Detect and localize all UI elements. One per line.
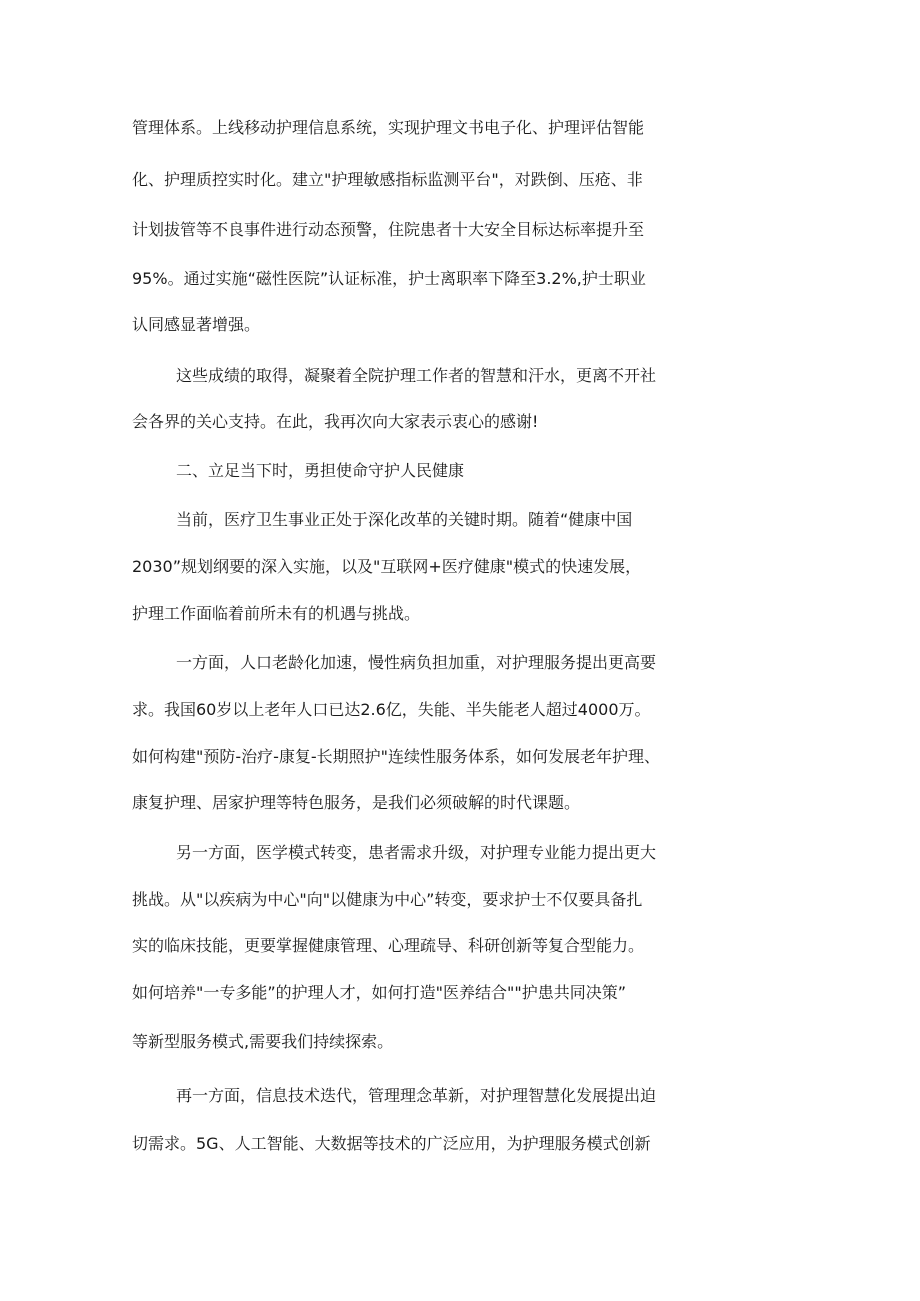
text-line: 等新型服务模式,需要我们持续探索。 xyxy=(132,1032,394,1051)
text-line: 另一方面，医学模式转变，患者需求升级，对护理专业能力提出更大 xyxy=(176,843,657,862)
text-line: 切需求。5G、人工智能、大数据等技术的广泛应用，为护理服务模式创新 xyxy=(132,1134,651,1153)
text-line: 2030”规划纲要的深入实施，以及"互联网+医疗健康"模式的快速发展， xyxy=(132,557,642,576)
text-line: 会各界的关心支持。在此，我再次向大家表示衷心的感谢! xyxy=(132,412,539,431)
text-line: 再一方面，信息技术迭代，管理理念革新，对护理智慧化发展提出迫 xyxy=(176,1086,657,1105)
text-line: 一方面，人口老龄化加速，慢性病负担加重，对护理服务提出更高要 xyxy=(176,653,657,672)
text-line: 计划拔管等不良事件进行动态预警，住院患者十大安全目标达标率提升至 xyxy=(132,220,645,239)
text-line: 认同感显著增强。 xyxy=(132,315,261,334)
text-line: 如何构建"预防-治疗-康复-长期照护"连续性服务体系，如何发展老年护理、 xyxy=(132,747,661,766)
text-line: 管理体系。上线移动护理信息系统，实现护理文书电子化、护理评估智能 xyxy=(132,118,645,137)
text-line: 护理工作面临着前所未有的机遇与挑战。 xyxy=(132,604,421,623)
text-line: 当前，医疗卫生事业正处于深化改革的关键时期。随着“健康中国 xyxy=(176,510,633,529)
text-line: 95%。通过实施“磁性医院”认证标准，护士离职率下降至3.2%,护士职业 xyxy=(132,269,646,288)
text-line: 化、护理质控实时化。建立"护理敏感指标监测平台"，对跌倒、压疮、非 xyxy=(132,170,643,189)
text-line: 实的临床技能，更要掌握健康管理、心理疏导、科研创新等复合型能力。 xyxy=(132,936,645,955)
text-line: 如何培养"一专多能”的护理人才，如何打造"医养结合""护患共同决策” xyxy=(132,983,627,1002)
text-line: 这些成绩的取得，凝聚着全院护理工作者的智慧和汗水，更离不开社 xyxy=(176,366,657,385)
section-heading: 二、立足当下时，勇担使命守护人民健康 xyxy=(176,461,465,480)
text-line: 挑战。从"以疾病为中心"向"以健康为中心”转变，要求护士不仅要具备扎 xyxy=(132,890,643,909)
text-line: 求。我国60岁以上老年人口已达2.6亿，失能、半失能老人超过4000万。 xyxy=(132,700,651,719)
text-line: 康复护理、居家护理等特色服务，是我们必须破解的时代课题。 xyxy=(132,793,581,812)
